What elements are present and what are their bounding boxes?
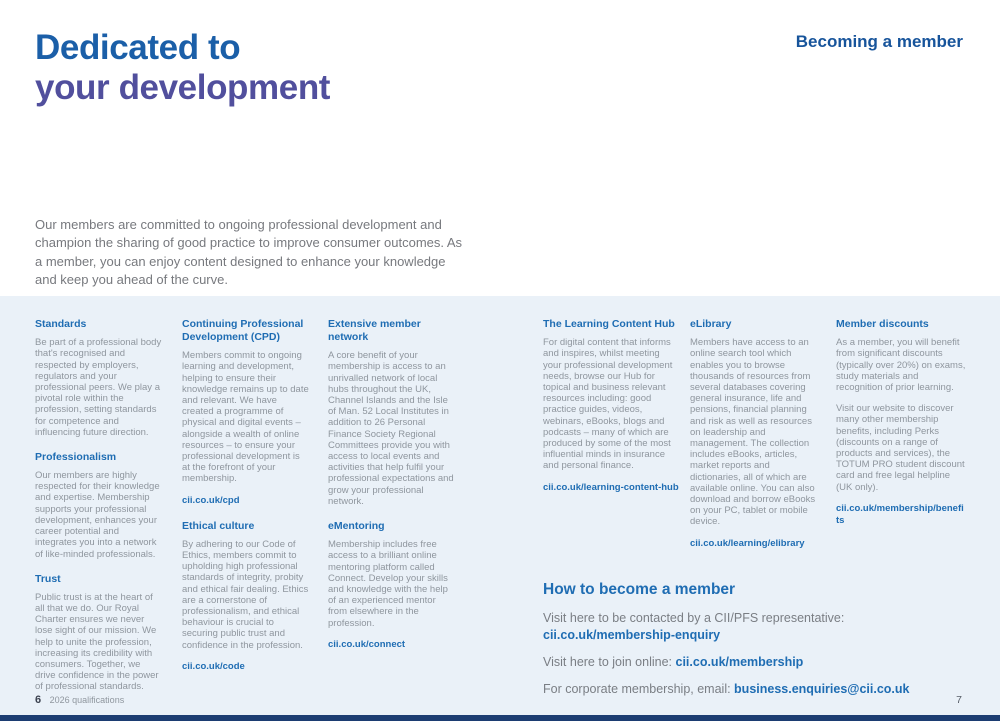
section-standards	[35, 318, 163, 438]
standards-heading: Standards	[35, 318, 87, 330]
become-member-line-1-text: Visit here to be contacted by a CII/PFS representative:	[543, 611, 845, 625]
section-professionalism	[35, 451, 163, 560]
trust-body: Public trust is at the heart of all that we do. Our Royal Charter ensures we never lose sight of our mission. We help to unite the profession, increasing its credibility with consumers. Together, we drive confidence in the power of professional standards.	[35, 591, 159, 693]
code-link[interactable]: cii.co.uk/code	[182, 660, 245, 672]
learning-content-hub-body: For digital content that informs and inspires, whilst meeting your professional development needs, browse our Hub for topical and business relevant resources including: good practice guides, videos, webinars, eBooks, blogs and podcasts – many of which are produced by some of the most influential minds in insurance and personal finance.	[543, 337, 673, 472]
page-title-line1: Dedicated to	[35, 28, 241, 67]
column-values	[35, 318, 163, 706]
cpd-body: Members commit to ongoing learning and development, helping to ensure their knowledge remains up to date and relevant. We have created a programme of physical and digital events – alongside a wealth of online resources – to ensure your professional development is at the forefront of your membership.	[182, 350, 309, 485]
become-member-heading: How to become a member	[543, 581, 736, 598]
section-learning-content-hub	[543, 318, 679, 493]
learning-content-hub-link[interactable]: cii.co.uk/learning-content-hub	[543, 481, 679, 493]
section-member-discounts	[836, 318, 966, 527]
elibrary-link[interactable]: cii.co.uk/learning/elibrary	[690, 537, 805, 549]
left-page-footer	[35, 694, 124, 706]
elibrary-body: Members have access to an online search tool which enables you to browse thousands of resources from several databases covering general insurance, life and pensions, financial planning and risk as well as resources on leadership and management. The collection includes eBooks, articles, market reports and dictionaries, all of which are available online. You can also download and borrow eBooks on your PC, tablet or mobile device.	[690, 337, 816, 528]
corporate-email-link[interactable]: business.enquiries@cii.co.uk	[734, 681, 910, 696]
learning-content-hub-heading: The Learning Content Hub	[543, 318, 675, 330]
left-page-caption: 2026 qualifications	[49, 695, 125, 705]
column-content-hub	[543, 318, 679, 506]
ethical-culture-body: By adhering to our Code of Ethics, members commit to upholding high professional standards of integrity, probity and ethical fair dealing. Ethics are a cornerstone of professionalism, and ethical behaviour is crucial to securing public trust and confidence in the profession.	[182, 538, 309, 651]
membership-join-link[interactable]: cii.co.uk/membership	[675, 654, 804, 669]
trust-heading: Trust	[35, 572, 61, 585]
ementoring-body: Membership includes free access to a brilliant online mentoring platform called Connect. Develop your skills and knowledge with the help of an experienced mentor from elsewhere in the profession.	[328, 539, 448, 629]
right-page-footer	[956, 694, 962, 706]
page-title	[35, 28, 330, 107]
member-discounts-body-2: Visit our website to discover many other membership benefits, including Perks (discounts on a range of products and services), the TOTUM PRO student discount card and free legal helpline (UK only).	[836, 403, 965, 493]
column-elibrary	[690, 318, 818, 562]
section-member-network	[328, 318, 456, 507]
member-network-heading: Extensive member network	[328, 318, 421, 344]
section-label-becoming-a-member: Becoming a member	[795, 32, 963, 51]
member-discounts-body-1: As a member, you will benefit from significant discounts (typically over 20%) on exams, study materials and recognition of prior learning.	[836, 337, 966, 393]
left-page-number: 6	[35, 694, 42, 706]
elibrary-heading: eLibrary	[690, 318, 732, 330]
become-member-line-2	[543, 654, 963, 671]
how-to-become-member	[543, 581, 963, 708]
bottom-navy-bar	[0, 715, 1000, 721]
professionalism-heading: Professionalism	[35, 450, 117, 463]
section-cpd	[182, 318, 310, 507]
member-network-body: A core benefit of your membership is access to an unrivalled network of local hubs throughout the UK, Channel Islands and the Isle of Man. 52 Local Institutes in addition to 26 Personal Finance Society Regional Committees provide you with access to local events and activities that help fulfil your professional expectations and grow your professional network.	[328, 350, 454, 507]
cpd-heading: Continuing Professional Development (CPD)	[182, 318, 304, 344]
page-title-line2: your development	[35, 67, 331, 107]
column-network-mentoring	[328, 318, 456, 664]
section-ethical-culture	[182, 520, 310, 673]
section-ementoring	[328, 520, 456, 651]
column-cpd-ethics	[182, 318, 310, 686]
standards-body: Be part of a professional body that's recognised and respected by employers, regulators and your professional peers. We play a pivotal role within the profession, setting standards for competence and influencing future direction.	[35, 337, 162, 438]
right-page-number: 7	[956, 694, 962, 706]
connect-link[interactable]: cii.co.uk/connect	[328, 638, 406, 650]
section-trust	[35, 573, 163, 693]
membership-enquiry-link[interactable]: cii.co.uk/membership-enquiry	[543, 627, 721, 642]
become-member-line-2-text: Visit here to join online:	[543, 654, 676, 669]
ethical-culture-heading: Ethical culture	[182, 519, 255, 532]
member-discounts-heading: Member discounts	[836, 318, 929, 330]
ementoring-heading: eMentoring	[328, 520, 385, 533]
become-member-line-3-text: For corporate membership, email:	[543, 681, 735, 696]
cpd-link[interactable]: cii.co.uk/cpd	[182, 494, 240, 506]
section-elibrary	[690, 318, 818, 549]
professionalism-body: Our members are highly respected for their knowledge and expertise. Membership supports your professional development, enhances your career potential and integrates you into a network of like-minded professionals.	[35, 470, 160, 560]
intro-paragraph: Our members are committed to ongoing professional development and champion the sharing of good practice to improve consumer outcomes. As a member, you can enjoy content designed to enhance your knowledge and keep you ahead of the curve.	[35, 217, 463, 288]
become-member-line-1	[543, 610, 963, 644]
membership-benefits-link[interactable]: cii.co.uk/membership/benefits	[836, 502, 964, 526]
become-member-line-3	[543, 681, 963, 698]
column-discounts	[836, 318, 966, 540]
